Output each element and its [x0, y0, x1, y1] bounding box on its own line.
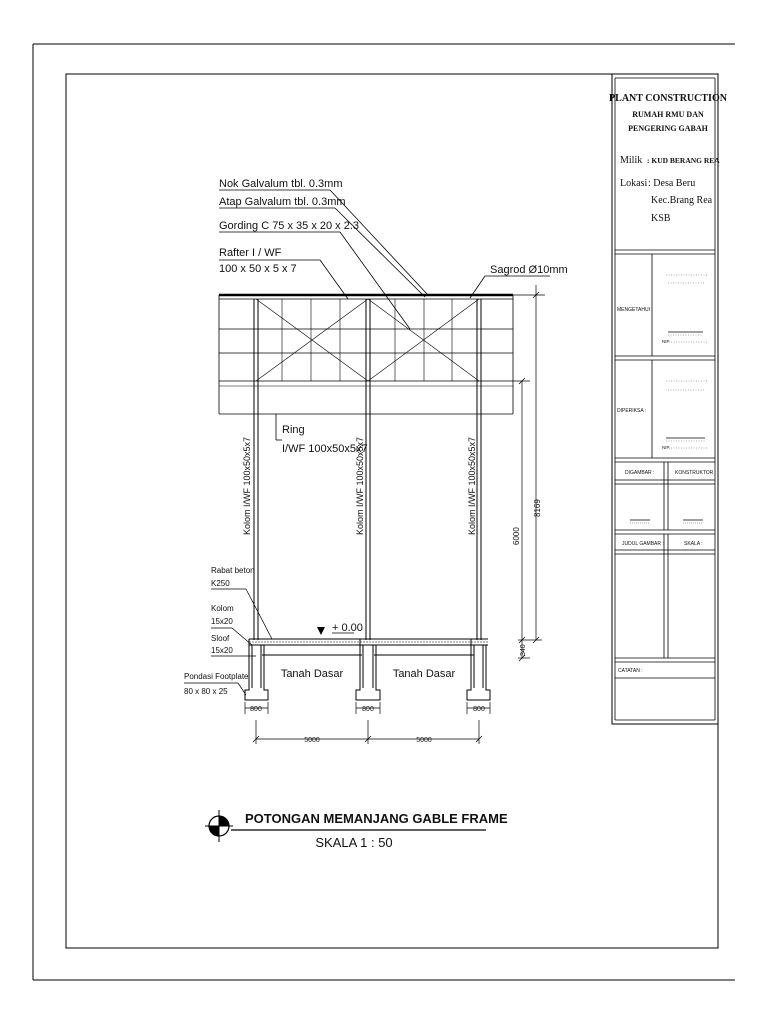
section-scale: SKALA 1 : 50 — [315, 835, 393, 850]
nip-label-1: NIP. — [662, 339, 671, 344]
section-title: POTONGAN MEMANJANG GABLE FRAME — [245, 811, 508, 826]
pondasi-label-2: 80 x 80 x 25 — [184, 687, 228, 696]
project-title-line1: PLANT CONSTRUCTION — [609, 93, 727, 104]
tanah-dasar-label-1: Tanah Dasar — [280, 668, 344, 680]
gording-label: Gording C 75 x 35 x 20 x 2.3 — [219, 220, 360, 232]
location-line3: KSB — [651, 213, 671, 224]
floor-slab — [249, 639, 488, 655]
nok-label: Nok Galvalum tbl. 0.3mm — [219, 178, 343, 190]
footing-dim-2: 800 — [362, 706, 374, 713]
dim-8169: 8169 — [533, 499, 542, 517]
sloof-label-2: 15x20 — [211, 646, 233, 655]
span-dim-2: 5000 — [416, 737, 432, 744]
footing-dim-3: 800 — [473, 706, 485, 713]
nip-label-2: NIP. — [662, 445, 671, 450]
span-dim-1: 5000 — [304, 737, 320, 744]
section-symbol — [205, 810, 233, 842]
sagrod-label: Sagrod Ø10mm — [490, 264, 568, 276]
location-line2: Kec.Brang Rea — [651, 195, 713, 206]
dim-6000: 6000 — [512, 527, 521, 545]
tanah-dasar-label-2: Tanah Dasar — [392, 668, 456, 680]
dim-340: 340 — [520, 644, 527, 656]
sloof-label-1: Sloof — [211, 634, 230, 643]
judul-gambar-label: JUDUL GAMBAR : — [622, 541, 664, 547]
height-dimensions — [513, 285, 545, 661]
span-dimensions — [253, 720, 482, 744]
atap-label: Atap Galvalum tbl. 0.3mm — [219, 196, 346, 208]
rabat-label-2: K250 — [211, 579, 230, 588]
rafter-label-1: Rafter I / WF — [219, 247, 282, 259]
ring-label-2: I/WF 100x50x5x7 — [282, 443, 368, 455]
diperiksa-label: DIPERIKSA : — [617, 408, 647, 414]
title-block — [609, 74, 728, 724]
ring-label-1: Ring — [282, 424, 305, 436]
pondasi-label-1: Pondasi Footplate — [184, 672, 249, 681]
kolom-note-1: Kolom — [211, 604, 234, 613]
owner-label: Milik — [620, 155, 643, 166]
owner-value: : KUD BERANG REA — [647, 156, 720, 165]
digambar-label: DIGAMBAR : — [625, 470, 655, 476]
kolom-label-3: Kolom I/WF 100x50x5x7 — [467, 436, 477, 535]
skala-label: SKALA : — [684, 541, 703, 547]
project-title-line3: PENGERING GABAH — [628, 124, 708, 133]
footing-dim-1: 800 — [250, 706, 262, 713]
konstruktor-label: KONSTRUKTOR : — [675, 470, 717, 476]
kolom-note-2: 15x20 — [211, 617, 233, 626]
kolom-label-2: Kolom I/WF 100x50x5x7 — [355, 436, 365, 535]
kolom-label-1: Kolom I/WF 100x50x5x7 — [242, 436, 252, 535]
rafter-label-2: 100 x 50 x 5 x 7 — [219, 263, 297, 275]
project-title-line2: RUMAH RMU DAN — [632, 110, 704, 119]
columns — [254, 299, 481, 640]
catatan-label: CATATAN : — [618, 668, 643, 674]
mengetahui-label: MENGETAHUI : — [617, 307, 653, 313]
rabat-label-1: Rabat beton — [211, 566, 255, 575]
elevation-label: + 0.00 — [332, 622, 363, 634]
location-label: Lokasi — [620, 178, 648, 189]
location-line1: : Desa Beru — [648, 178, 696, 189]
